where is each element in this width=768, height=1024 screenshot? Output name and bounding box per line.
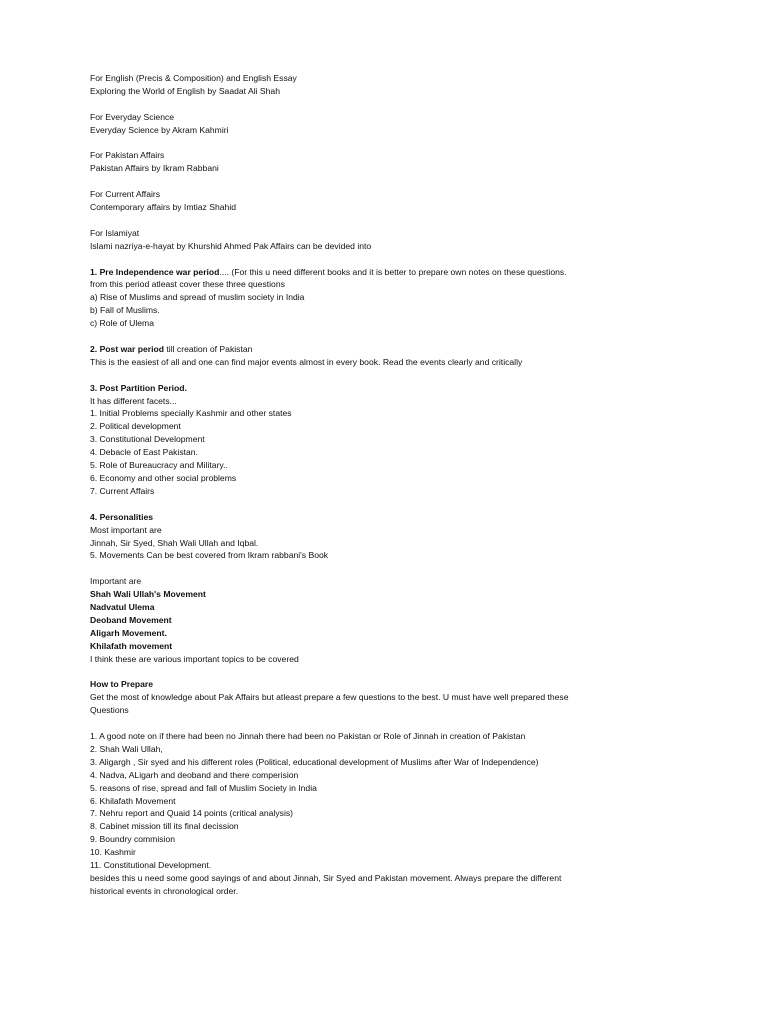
question-item: 5. reasons of rise, spread and fall of Muslim Society in India: [90, 782, 317, 793]
question-item: 2. Shah Wali Ullah,: [90, 743, 163, 754]
closing-text: besides this u need some good sayings of and about Jinnah, Sir Syed and Pakistan movement. Always prepare the different: [90, 873, 562, 884]
movements-outro: I think these are various important topics to be covered: [90, 653, 299, 664]
how-to-prepare-intro: Get the most of knowledge about Pak Affairs but atleast prepare a few questions to the best. U must have well prepared these: [90, 692, 569, 703]
movement-item: Shah Wali Ullah's Movement: [90, 589, 206, 600]
section-2-text: This is the easiest of all and one can find major events almost in every book. Read the events clearly and critically: [90, 356, 523, 367]
closing-text: historical events in chronological order.: [90, 885, 239, 896]
question-item: 3. Aligargh , Sir syed and his different roles (Political, educational development of Muslims after War of Independence): [90, 756, 539, 767]
section-4-text: Jinnah, Sir Syed, Shah Wali Ullah and Iqbal.: [90, 537, 259, 548]
section-1-text: from this period atleast cover these three questions: [90, 279, 285, 290]
book-heading: For Everyday Science: [90, 111, 175, 122]
list-item: 2. Political development: [90, 421, 181, 432]
list-item: b) Fall of Muslims.: [90, 305, 160, 316]
book-heading: For Pakistan Affairs: [90, 150, 165, 161]
section-2-heading: [90, 343, 690, 356]
list-item: 3. Constitutional Development: [90, 434, 205, 445]
section-number: 1.: [90, 266, 100, 277]
section-3-heading: [90, 382, 690, 395]
section-title: Post war period: [99, 343, 165, 354]
book-title: Pakistan Affairs by Ikram Rabbani: [90, 163, 219, 174]
question-item: 10. Kashmir: [90, 847, 136, 858]
section-number: 4.: [90, 511, 100, 522]
book-heading: For English (Precis & Composition) and English Essay: [90, 73, 297, 83]
section-4-text: 5. Movements Can be best covered from Ikram rabbani's Book: [90, 550, 329, 561]
how-to-prepare-intro: Questions: [90, 705, 129, 716]
question-item: 7. Nehru report and Quaid 14 points (critical analysis): [90, 808, 294, 819]
section-title: Personalities: [99, 511, 154, 522]
book-title: Exploring the World of English by Saadat Ali Shah: [90, 85, 280, 96]
question-item: 11. Constitutional Development.: [90, 860, 212, 871]
how-to-prepare-heading: How to Prepare: [90, 679, 154, 690]
question-item: 4. Nadva, ALigarh and deoband and there comperision: [90, 769, 299, 780]
section-4-text: Most important are: [90, 524, 162, 535]
movement-item: Nadvatul Ulema: [90, 602, 155, 613]
list-item: 1. Initial Problems specially Kashmir and other states: [90, 408, 292, 419]
section-3-intro: It has different facets...: [90, 395, 177, 406]
question-item: 8. Cabinet mission till its final decission: [90, 821, 239, 832]
movement-item: Deoband Movement: [90, 614, 172, 625]
section-heading-rest: .... (For this u need different books and it is better to prepare own notes on these questions.: [219, 266, 567, 277]
list-item: 4. Debacle of East Pakistan.: [90, 447, 198, 458]
section-heading-rest: till creation of Pakistan: [164, 343, 253, 354]
list-item: c) Role of Ulema: [90, 318, 154, 329]
book-heading: For Islamiyat: [90, 227, 140, 238]
book-heading: For Current Affairs: [90, 189, 161, 200]
section-title: Post Partition Period.: [99, 382, 187, 393]
question-item: 1. A good note on if there had been no Jinnah there had been no Pakistan or Role of Jinnah in creation of Pakistan: [90, 731, 526, 742]
movement-item: Khilafath movement: [90, 640, 173, 651]
book-title: Everyday Science by Akram Kahmiri: [90, 124, 229, 135]
section-title: Pre Independence war period: [99, 266, 220, 277]
movement-item: Aligarh Movement.: [90, 627, 167, 638]
section-4-heading: [90, 511, 690, 524]
section-number: 2.: [90, 343, 100, 354]
question-item: 6. Khilafath Movement: [90, 795, 176, 806]
document-body: [90, 72, 690, 898]
section-1-heading: [90, 266, 690, 279]
section-number: 3.: [90, 382, 100, 393]
list-item: 7. Current Affairs: [90, 485, 155, 496]
book-title: Contemporary affairs by Imtiaz Shahid: [90, 202, 237, 213]
book-title: Islami nazriya-e-hayat by Khurshid Ahmed Pak Affairs can be devided into: [90, 240, 372, 251]
question-item: 9. Boundry commision: [90, 834, 176, 845]
list-item: 5. Role of Bureaucracy and Military..: [90, 460, 228, 471]
list-item: 6. Economy and other social problems: [90, 472, 237, 483]
movements-intro: Important are: [90, 576, 142, 587]
list-item: a) Rise of Muslims and spread of muslim society in India: [90, 292, 305, 303]
